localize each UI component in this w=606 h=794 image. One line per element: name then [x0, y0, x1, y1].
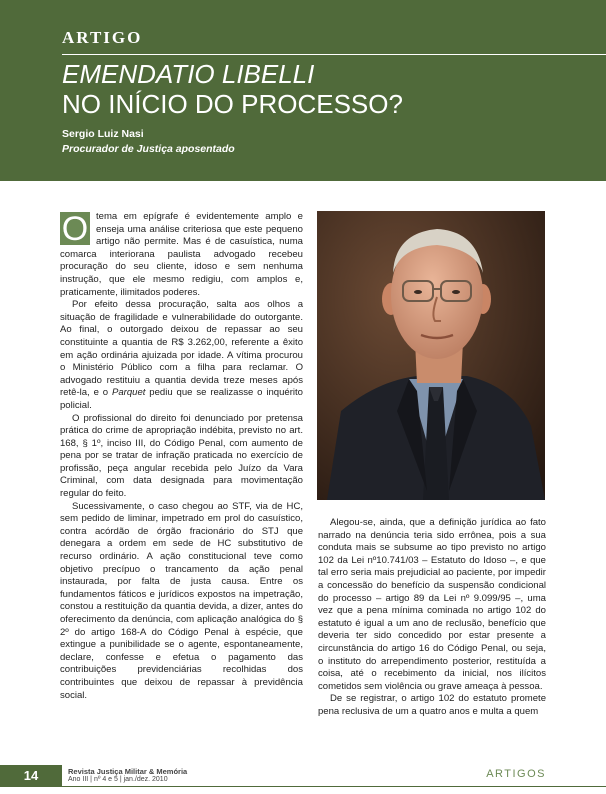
article-column-left	[60, 211, 303, 702]
author-portrait-photo	[317, 211, 545, 500]
article-column-right	[318, 517, 546, 719]
page-number: 14	[0, 765, 62, 787]
article-paragraph-1	[60, 211, 303, 299]
page-footer	[0, 765, 606, 794]
author-name: Sergio Luiz Nasi	[62, 128, 144, 140]
article-paragraph-3: O profissional do direito foi denunciado por pretensa prática do crime de apropriação indébita, previsto no art. 168, § 1º, inciso III, do Código Penal, com aumento de pena por se tratar de infração praticada no exercício de profissão, peça angular recebida pelo Juízo da Vara Criminal, com data designada para movimentação regular do feito.	[60, 412, 303, 500]
footer-divider	[62, 786, 606, 787]
section-label: ARTIGOS	[486, 768, 546, 780]
parquet-italic: Parquet	[111, 387, 146, 399]
drop-cap: O	[61, 210, 89, 248]
paragraph-1-text: tema em epígrafe é evidentemente amplo e enseja uma análise criteriosa que este pequeno artigo não permite. Mas é de casuística, numa comarca interiorana paulista advogado recebeu procuração do seu cliente, idoso e sem nenhuma instrução, que ele mesmo redigiu, com amplos e, praticamente, ilimitados poderes.	[60, 211, 303, 298]
article-header	[0, 0, 606, 181]
article-title-line2: NO INÍCIO DO PROCESSO?	[62, 89, 403, 119]
author-role: Procurador de Justiça aposentado	[62, 143, 235, 155]
article-paragraph-2	[60, 299, 303, 412]
paragraph-2-text-a: Por efeito dessa procuração, salta aos olhos a situação de fragilidade e vulnerabilidade do outorgante. Ao final, o outorgado deixou de repassar ao seu constituinte a quantia de R$ 3.262,00, referente a êxito em ação ordinária ajuizada por idade. A vítima procurou o Ministério Público com a filha para reclamar. O advogado restituiu a quantia devida treze meses após retê-la, e o	[60, 299, 303, 399]
magazine-name: Revista Justiça Militar & Memória	[68, 767, 188, 776]
article-paragraph-5: Alegou-se, ainda, que a definição jurídica ao fato narrado na denúncia teria sido errônea, pois a sua conduta mais se subsume ao tipo previsto no artigo 102 da Lei nº10.741/03 – Estatuto do Idoso –, e que tal erro seria mais prejudicial ao paciente, por impedir a concessão do benefício da suspensão condicional do processo – artigo 89 da Lei nº 9.099/95 –, uma vez que a pena mínima cominada no artigo 102 do estatuto é igual a um ano de reclusão, benefício que deveria ter sido concedido por estar presente a circunstância do artigo 16 do Código Penal, ou seja, o instituto do arrependimento posterior, restituída a coisa, até o recebimento da inicial, nos ilícitos cometidos sem violência ou grave ameaça à pessoa.	[318, 517, 546, 692]
paragraph-2-text-b: pediu que se realizasse o inquérito policial.	[60, 387, 303, 411]
article-paragraph-6: De se registrar, o artigo 102 do estatuto promete pena reclusiva de um a quatro anos e multa a quem	[318, 693, 546, 717]
portrait-illustration	[317, 211, 545, 500]
article-title-line1: EMENDATIO LIBELLI	[62, 59, 315, 89]
header-divider	[62, 54, 606, 55]
section-kicker: ARTIGO	[62, 28, 143, 47]
article-paragraph-4: Sucessivamente, o caso chegou ao STF, via de HC, sem pedido de liminar, impetrado em prol do casuístico, contra acórdão de órgão fracionário do STJ que denegara a ordem em sede de HC substitutivo de recurso ordinário. A ação constitucional teve como objetivo precípuo o trancamento da ação penal instaurada, por falta de justa causa. Entre os fundamentos fáticos e jurídicos expostos na impetração, constou a restituição da quantia devida, a dizer, antes do oferecimento da denúncia, com aplicação analógica do § 2º do artigo 168-A do Código Penal à espécie, que extingue a punibilidade se o agente, espontaneamente, declare, confesse e efetua o pagamento das contribuições previdenciárias recolhidas dos contribuintes que deixou de repassar à previdência social.	[60, 500, 303, 701]
issue-info: Ano III | nº 4 e 5 | jan./dez. 2010	[68, 776, 168, 783]
